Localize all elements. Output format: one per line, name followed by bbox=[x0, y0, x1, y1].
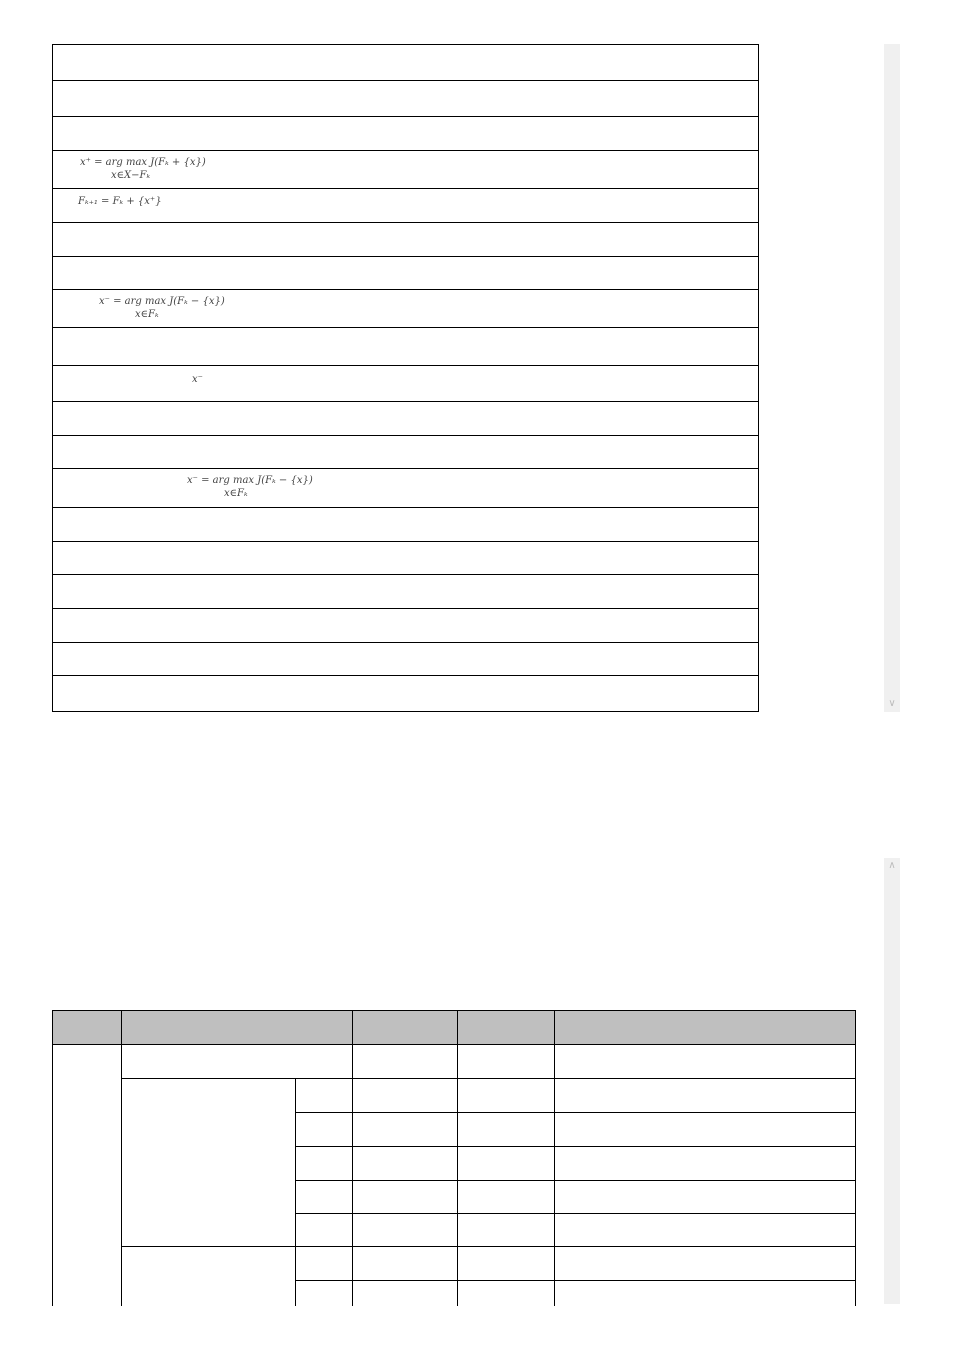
algorithm-row bbox=[53, 150, 758, 188]
formula-backward-select-subscript: x∈Fₖ bbox=[135, 309, 159, 320]
table-group-cell bbox=[52, 1044, 122, 1306]
table-cell bbox=[554, 1146, 856, 1181]
algorithm-row bbox=[53, 541, 758, 574]
table-cell bbox=[457, 1078, 555, 1113]
algorithm-row bbox=[53, 80, 758, 116]
algorithm-table bbox=[52, 44, 759, 712]
formula-backward-select: x⁻ = arg max J(Fₖ − {x}) bbox=[99, 296, 225, 307]
algorithm-row bbox=[53, 468, 758, 507]
table-cell bbox=[295, 1180, 353, 1214]
table-cell bbox=[457, 1180, 555, 1214]
table-cell bbox=[295, 1112, 353, 1147]
chevron-up-icon[interactable]: ∧ bbox=[888, 860, 896, 871]
table-cell bbox=[554, 1044, 856, 1079]
table-cell bbox=[121, 1044, 353, 1079]
table-cell bbox=[457, 1044, 555, 1079]
algorithm-row bbox=[53, 642, 758, 675]
formula-backward-select-2: x⁻ = arg max J(Fₖ − {x}) bbox=[187, 475, 313, 486]
table-cell bbox=[457, 1213, 555, 1247]
algorithm-row bbox=[53, 574, 758, 608]
table-cell bbox=[295, 1246, 353, 1281]
table-cell bbox=[352, 1213, 458, 1247]
scrollbar-upper[interactable] bbox=[884, 44, 900, 712]
formula-backward-select-2-subscript: x∈Fₖ bbox=[224, 488, 248, 499]
table-cell bbox=[554, 1280, 856, 1306]
table-cell bbox=[554, 1246, 856, 1281]
formula-x-minus: x⁻ bbox=[192, 374, 203, 385]
algorithm-row bbox=[53, 256, 758, 289]
algorithm-row bbox=[53, 327, 758, 365]
algorithm-row bbox=[53, 222, 758, 256]
table-cell bbox=[352, 1112, 458, 1147]
table-header-cell bbox=[52, 1010, 122, 1045]
table-subgroup-cell bbox=[121, 1078, 296, 1247]
algorithm-row bbox=[53, 675, 758, 711]
table-header-cell bbox=[457, 1010, 555, 1045]
table-cell bbox=[457, 1112, 555, 1147]
table-cell bbox=[457, 1146, 555, 1181]
algorithm-row bbox=[53, 435, 758, 468]
table-header-cell bbox=[121, 1010, 353, 1045]
formula-set-update: Fₖ₊₁ = Fₖ + {x⁺} bbox=[78, 196, 162, 207]
table-cell bbox=[352, 1280, 458, 1306]
table-cell bbox=[352, 1146, 458, 1181]
table-cell bbox=[457, 1246, 555, 1281]
table-cell bbox=[554, 1078, 856, 1113]
table-cell bbox=[295, 1078, 353, 1113]
table-cell bbox=[554, 1180, 856, 1214]
algorithm-row bbox=[53, 507, 758, 541]
table-cell bbox=[554, 1213, 856, 1247]
table-subgroup-cell bbox=[121, 1246, 296, 1306]
table-cell bbox=[295, 1280, 353, 1306]
scrollbar-lower[interactable] bbox=[884, 858, 900, 1304]
table-cell bbox=[352, 1246, 458, 1281]
table-cell bbox=[457, 1280, 555, 1306]
chevron-down-icon[interactable]: ∨ bbox=[888, 698, 896, 709]
formula-forward-select-subscript: x∈X−Fₖ bbox=[111, 170, 151, 181]
algorithm-row bbox=[53, 289, 758, 327]
table-header-cell bbox=[352, 1010, 458, 1045]
formula-forward-select: x⁺ = arg max J(Fₖ + {x}) bbox=[80, 157, 206, 168]
algorithm-row bbox=[53, 401, 758, 435]
table-cell bbox=[295, 1213, 353, 1247]
table-header-cell bbox=[554, 1010, 856, 1045]
algorithm-row bbox=[53, 188, 758, 222]
algorithm-row bbox=[53, 116, 758, 150]
table-cell bbox=[295, 1146, 353, 1181]
algorithm-row bbox=[53, 45, 758, 80]
table-cell bbox=[352, 1180, 458, 1214]
table-cell bbox=[352, 1078, 458, 1113]
algorithm-row bbox=[53, 365, 758, 401]
algorithm-row bbox=[53, 608, 758, 642]
table-cell bbox=[352, 1044, 458, 1079]
table-cell bbox=[554, 1112, 856, 1147]
